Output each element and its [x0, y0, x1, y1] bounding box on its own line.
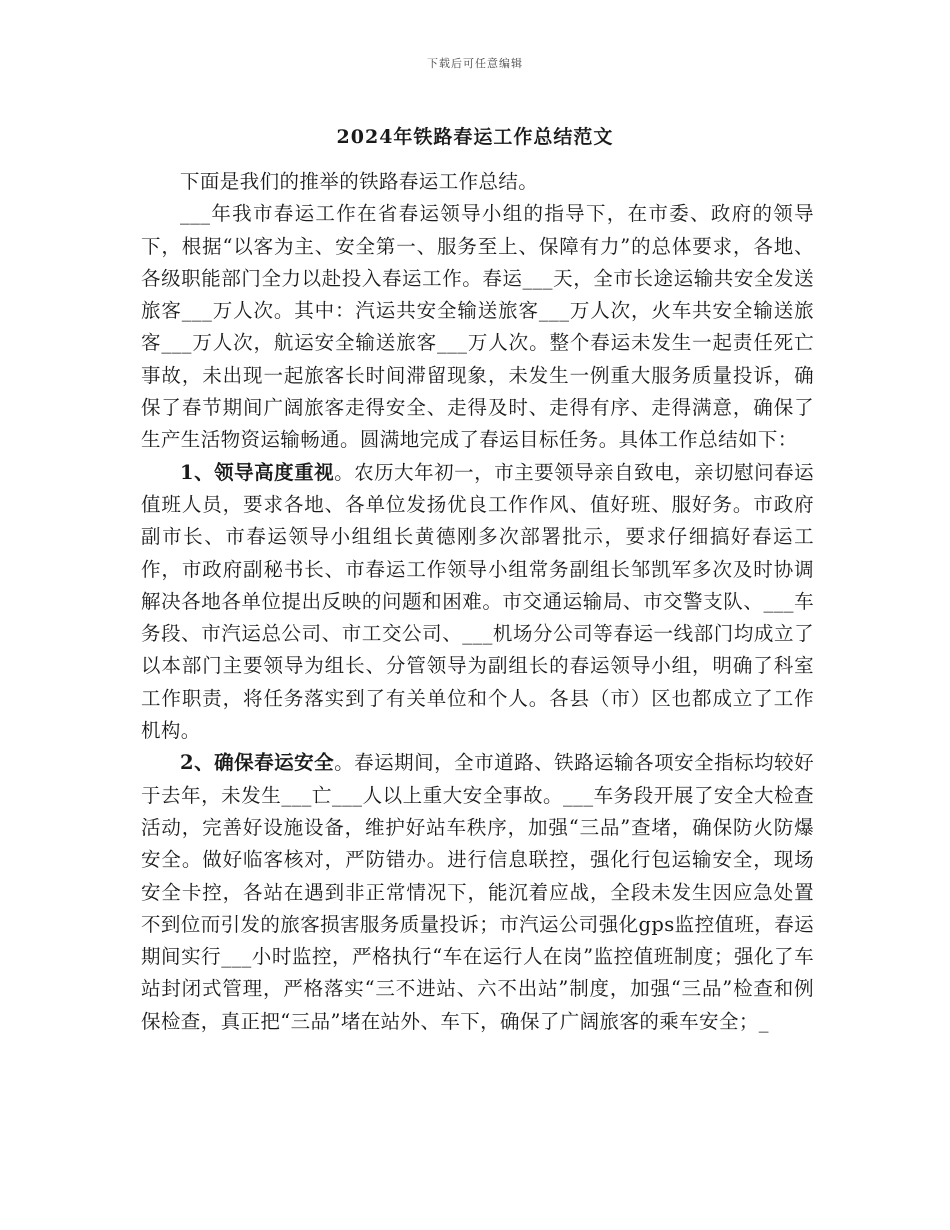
paragraph-heading: 2、确保春运安全 [180, 751, 335, 775]
paragraph-text: ___年我市春运工作在省春运领导小组的指导下，在市委、政府的领导下，根据“以客为主、安全第一、服务至上、保障有力”的总体要求，各地、各级职能部门全力以赴投入春运工作。春运___天，全市长途运输共安全发送旅客___万人次。其中：汽运共安全输送旅客___万人次，火车共安全输送旅客___万人次，航运安全输送旅客___万人次。整个春运未发生一起责任死亡事故，未出现一起旅客长时间滞留现象，未发生一例重大服务质量投诉，确保了春节期间广阔旅客走得安全、走得及时、走得有序、走得满意，确保了生产生活物资运输畅通。圆满地完成了春运目标任务。具体工作总结如下： [141, 202, 814, 452]
document-title: 2024年铁路春运工作总结范文 [336, 126, 614, 148]
document-body [141, 166, 814, 1038]
paragraph-overview [141, 198, 814, 456]
paragraph-text: 。春运期间，全市道路、铁路运输各项安全指标均较好于去年，未发生___亡___人以上重大安全事故。___车务段开展了安全大检查活动，完善好设施设备，维护好站车秩序，加强“三品”查堵，确保防火防爆安全。做好临客核对，严防错办。进行信息联控，强化行包运输安全，现场安全卡控，各站在遇到非正常情况下，能沉着应战，全段未发生因应急处置不到位而引发的旅客损害服务质量投诉；市汽运公司强化gps监控值班，春运期间实行___小时监控，严格执行“车在运行人在岗”监控值班制度；强化了车站封闭式管理，严格落实“三不进站、六不出站”制度，加强“三品”检查和例保检查，真正把“三品”堵在站外、车下，确保了广阔旅客的乘车安全；_ [141, 751, 814, 1033]
paragraph-text: 。农历大年初一，市主要领导亲自致电，亲切慰问春运值班人员，要求各地、各单位发扬优良工作作风、值好班、服好务。市政府副市长、市春运领导小组组长黄德刚多次部署批示，要求仔细搞好春运工作，市政府副秘书长、市春运工作领导小组常务副组长邹凯军多次及时协调解决各地各单位提出反映的问题和困难。市交通运输局、市交警支队、___车务段、市汽运总公司、市工交公司、___机场分公司等春运一线部门均成立了以本部门主要领导为组长、分管领导为副组长的春运领导小组，明确了科室工作职责，将任务落实到了有关单位和个人。各县（市）区也都成立了工作机构。 [141, 460, 814, 743]
paragraph-leadership [141, 457, 814, 748]
paragraph-heading: 1、领导高度重视 [180, 460, 335, 484]
paragraph-intro [141, 166, 814, 198]
header-note: 下载后可任意编辑 [427, 57, 523, 70]
paragraph-safety [141, 747, 814, 1038]
paragraph-text: 下面是我们的推举的铁路春运工作总结。 [180, 170, 539, 193]
